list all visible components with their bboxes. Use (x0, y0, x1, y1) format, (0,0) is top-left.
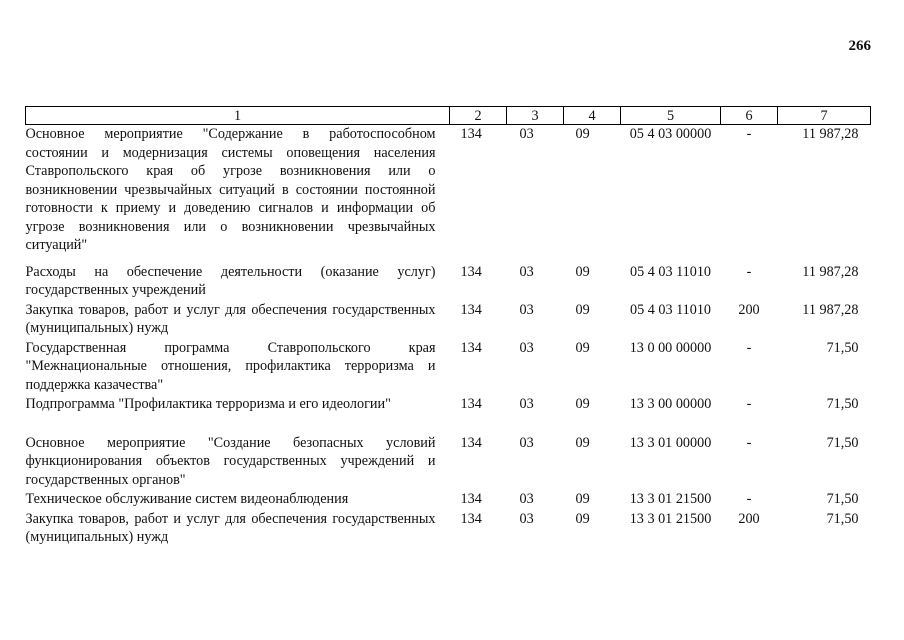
header-row (26, 107, 871, 125)
column-header: 2 (450, 107, 507, 125)
item-name: Техническое обслуживание систем видеонаблюдения (25, 491, 349, 507)
table-row (26, 125, 871, 263)
cell-value: 134 (460, 491, 482, 507)
cell-value: 05 4 03 00000 (629, 126, 712, 142)
cell-value: 134 (460, 434, 482, 451)
cell-amount: 71,50 (826, 339, 859, 356)
table-row (26, 301, 871, 339)
cell-value: 13 3 01 21500 (629, 491, 712, 507)
item-name: Подпрограмма "Профилактика терроризма и его идеологии" (25, 396, 391, 412)
column-header: 6 (721, 107, 778, 125)
cell-amount: 11 987,28 (802, 301, 859, 318)
cell-value: 134 (460, 263, 482, 280)
cell-value: - (746, 126, 752, 142)
cell-value: 03 (519, 434, 534, 451)
table-row (26, 395, 871, 434)
cell-value: 134 (460, 126, 482, 142)
cell-value: 13 3 00 00000 (629, 396, 712, 412)
cell-value: 03 (519, 510, 534, 527)
cell-value: 09 (575, 263, 590, 280)
column-header: 7 (778, 107, 871, 125)
budget-table (25, 106, 871, 548)
item-name: Закупка товаров, работ и услуг для обеспечения государственных (муниципальных) нужд (25, 301, 436, 336)
cell-value: 03 (519, 301, 534, 318)
cell-value: 03 (519, 126, 534, 142)
cell-amount: 71,50 (826, 396, 859, 412)
cell-value: 134 (460, 339, 482, 356)
cell-value: 134 (460, 510, 482, 527)
cell-value: 09 (575, 434, 590, 451)
column-header: 3 (507, 107, 564, 125)
item-name: Основное мероприятие "Содержание в работоспособном состоянии и модернизация системы оповещения населения Ставропольского края об угрозе возникновения или о возникновении чрезвычайных ситуаций в состоянии постоянной готовности к приему и доведению сигналов и информации об угрозе возникновения или о возникновении чрезвычайных ситуаций" (25, 126, 436, 253)
cell-value: 13 3 01 00000 (629, 434, 712, 451)
cell-value: 05 4 03 11010 (629, 263, 712, 280)
cell-value: 09 (575, 396, 590, 412)
cell-value: 03 (519, 263, 534, 280)
column-header: 1 (26, 107, 450, 125)
cell-value: 200 (738, 510, 760, 527)
column-header: 4 (564, 107, 621, 125)
cell-amount: 11 987,28 (802, 126, 859, 142)
cell-amount: 71,50 (826, 510, 859, 527)
cell-value: - (746, 491, 752, 507)
table-row (26, 339, 871, 396)
cell-value: 03 (519, 396, 534, 412)
cell-value: - (746, 396, 752, 412)
item-name: Расходы на обеспечение деятельности (оказание услуг) государственных учреждений (25, 263, 436, 298)
cell-value: 09 (575, 126, 590, 142)
table-row (26, 490, 871, 510)
table-row (26, 263, 871, 301)
cell-value: 03 (519, 339, 534, 356)
table-row (26, 434, 871, 491)
cell-value: 03 (519, 491, 534, 507)
cell-value: 09 (575, 301, 590, 318)
cell-amount: 71,50 (826, 491, 859, 507)
cell-value: 200 (738, 301, 760, 318)
cell-value: - (746, 339, 752, 356)
item-name: Государственная программа Ставропольского края "Межнациональные отношения, профилактика терроризма и поддержка казачества" (25, 339, 436, 393)
item-name: Основное мероприятие "Создание безопасных условий функционирования объектов государственных учреждений и государственных органов" (25, 434, 436, 488)
cell-value: - (746, 263, 752, 280)
page-number: 266 (848, 38, 871, 54)
cell-value: 09 (575, 491, 590, 507)
cell-value: 134 (460, 301, 482, 318)
table-row (26, 510, 871, 548)
cell-value: 09 (575, 339, 590, 356)
cell-amount: 71,50 (826, 434, 859, 451)
cell-value: 13 0 00 00000 (629, 339, 712, 356)
cell-value: 13 3 01 21500 (629, 510, 712, 527)
item-name: Закупка товаров, работ и услуг для обеспечения государственных (муниципальных) нужд (25, 510, 436, 545)
cell-value: 09 (575, 510, 590, 527)
cell-amount: 11 987,28 (802, 263, 859, 280)
cell-value: 05 4 03 11010 (629, 301, 712, 318)
cell-value: 134 (460, 396, 482, 412)
column-header: 5 (621, 107, 721, 125)
cell-value: - (746, 434, 752, 451)
